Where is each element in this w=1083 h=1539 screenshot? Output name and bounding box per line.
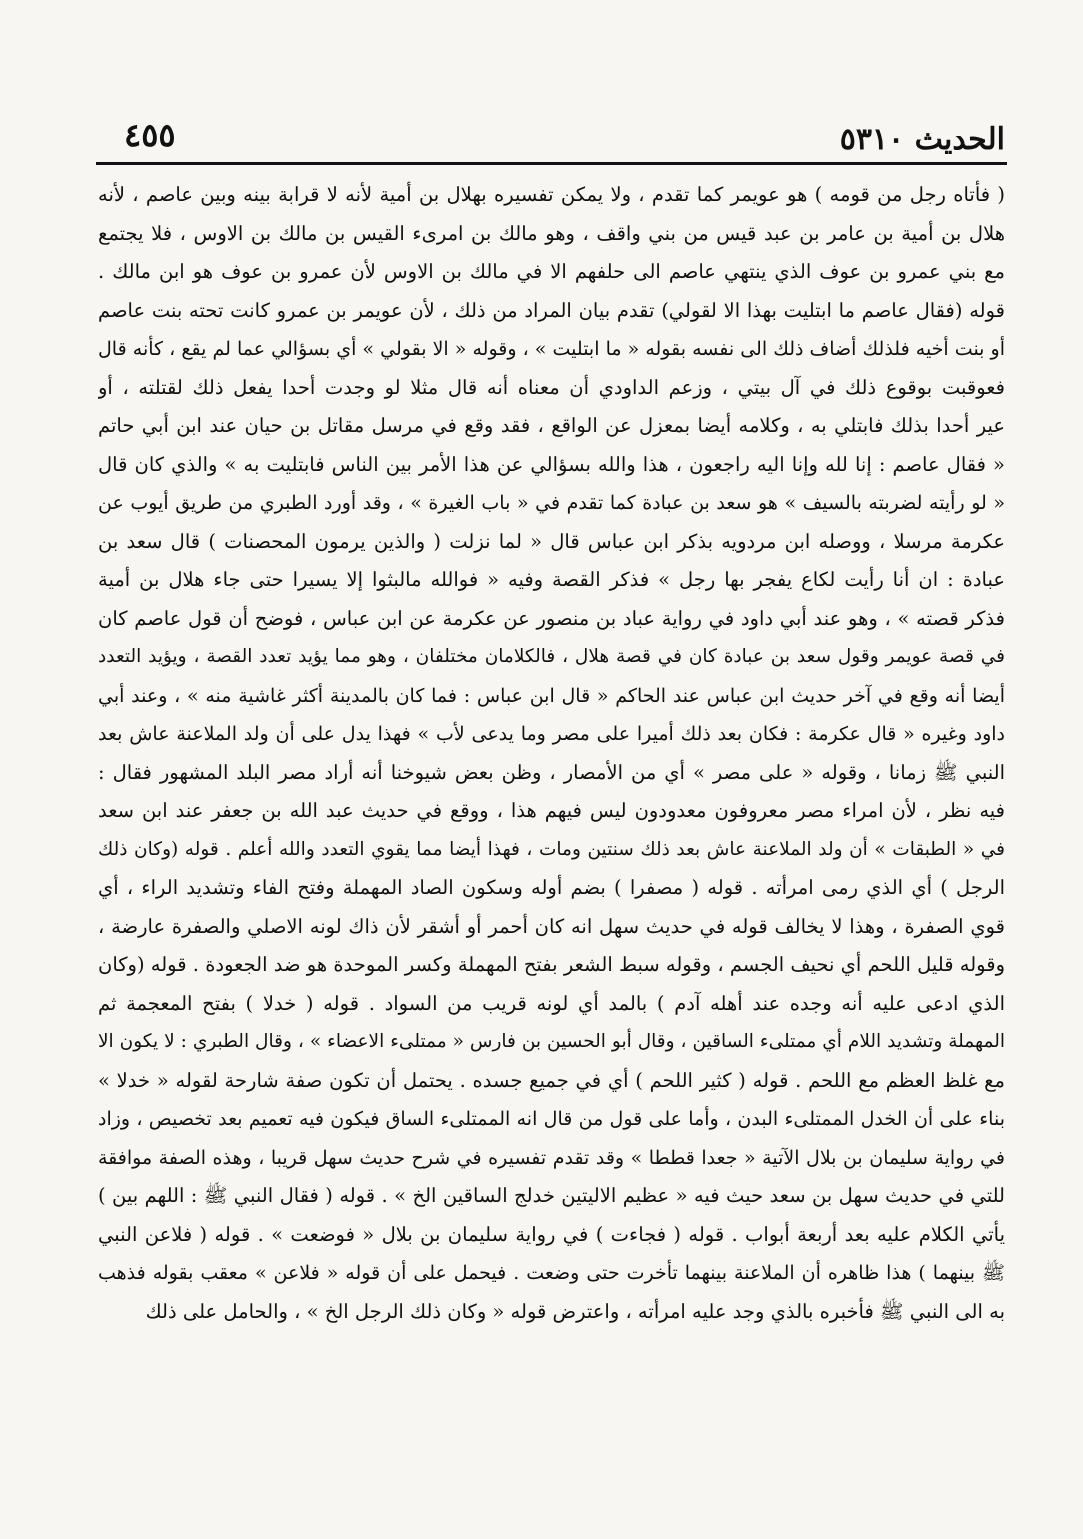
text-line: النبي ﷺ زمانا ، وقوله « على مصر » أي من الأمصار ، وظن بعض شيوخنا أنه أراد مصر البلد المشهور فقال : (98, 760, 1005, 784)
commentary-text (98, 176, 1005, 1331)
text-line: فعوقبت بوقوع ذلك في آل بيتي ، وزعم الداودي أن معناه أنه قال مثلا لو وجدت أحدا يفعل ذلك لقتلته ، أو (98, 375, 1005, 399)
page-number: ٤٥٥ (124, 116, 176, 154)
text-line: ﷺ بينهما ) هذا ظاهره أن الملاعنة بينهما تأخرت حتى وضعت . فيحمل على أن قوله « فلاعن » معقب بقوله فذهب (98, 1262, 1005, 1284)
running-head: الحديث ٥٣١٠ (839, 122, 1005, 157)
text-line: أيضا أنه وقع في آخر حديث ابن عباس عند الحاكم « قال ابن عباس : فما كان بالمدينة أكثر غاشية منه » ، وعند أبي (98, 684, 1005, 707)
text-line: عكرمة مرسلا ، ووصله ابن مردويه بذكر ابن عباس قال « لما نزلت ( والذين يرمون المحصنات ) قال سعد بن (98, 529, 1005, 553)
text-line: بناء على أن الخدل الممتلىء البدن ، وأما على قول من قال انه الممتلىء الساق فيكون فيه تعميم بعد تخصيص ، وزاد (98, 1108, 1005, 1130)
text-line: مع بني عمرو بن عوف الذي ينتهي عاصم الى حلفهم الا في مالك بن الاوس لأن عمرو بن عوف هو ابن مالك . (98, 260, 1005, 283)
text-line: به الى النبي ﷺ فأخبره بالذي وجد عليه امرأته ، واعترض قوله « وكان ذلك الرجل الخ » ، والحامل على ذلك (145, 1299, 1005, 1323)
text-line: فذكر قصته » ، وهو عند أبي داود في رواية عباد بن منصور عن عكرمة عن ابن عباس ، فوضح أن قول عاصم كان (98, 606, 1005, 630)
text-line: أو بنت أخيه فلذلك أضاف ذلك الى نفسه بقوله « ما ابتليت » ، وقوله « الا بقولي » أي بسؤالي عما لم يقع ، كأنه قال (98, 338, 1005, 360)
text-line: في « الطبقات » أن ولد الملاعنة عاش بعد ذلك سنتين ومات ، فهذا أيضا مما يقوي التعدد والله أعلم . قوله (وكان ذلك (98, 838, 1005, 860)
text-line: وقوله قليل اللحم أي نحيف الجسم ، وقوله سبط الشعر بفتح المهملة وكسر الموحدة هو ضد الجعودة . قوله (وكان (98, 953, 1005, 976)
text-line: في رواية سليمان بن بلال الآتية « جعدا قططا » وقد تقدم تفسيره في شرح حديث سهل قريبا ، وهذه الصفة موافقة (98, 1146, 1005, 1169)
text-line: قوله (فقال عاصم ما ابتليت بهذا الا لقولي) تقدم بيان المراد من ذلك ، لأن عويمر بن عمرو كانت تحته بنت عاصم (98, 298, 1005, 322)
text-line: المهملة وتشديد اللام أي ممتلىء الساقين ، وقال أبو الحسين بن فارس « ممتلىء الاعضاء » ، وقال الطبري : لا يكون الا (98, 1031, 1005, 1052)
text-line: هلال بن أمية بن عامر بن عبد قيس من بني واقف ، وهو مالك بن امرىء القيس بن مالك بن الاوس ، فلا يجتمع (98, 221, 1005, 245)
text-line: عير أحدا بذلك فابتلي به ، وكلامه أيضا بمعزل عن الواقع ، فقد وقع في مرسل مقاتل بن حيان عند ابن أبي حاتم (98, 414, 1005, 437)
text-line: قوي الصفرة ، وهذا لا يخالف قوله في حديث سهل انه كان أحمر أو أشقر لأن ذاك لونه الاصلي والصفرة عارضة ، (98, 914, 1005, 938)
text-line: في قصة عويمر وقول سعد بن عبادة كان في قصة هلال ، فالكلامان مختلفان ، وهو مما يؤيد تعدد القصة ، ويؤيد التعدد (98, 646, 1005, 667)
text-line: عبادة : ان أنا رأيت لكاع يفجر بها رجل » فذكر القصة وفيه « فوالله مالبثوا إلا يسيرا حتى جاء هلال بن أمية (98, 568, 1005, 591)
text-line: فيه نظر ، لأن امراء مصر معروفون معدودون ليس فيهم هذا ، ووقع في حديث عبد الله بن جعفر عند ابن سعد (98, 799, 1005, 822)
text-line: ( فأتاه رجل من قومه ) هو عويمر كما تقدم ، ولا يمكن تفسيره بهلال بن أمية لأنه لا قرابة بينه وبين عاصم ، لأنه (98, 183, 1005, 206)
text-line: الذي ادعى عليه أنه وجده عند أهله آدم ) بالمد أي لونه قريب من السواد . قوله ( خدلا ) بفتح المعجمة ثم (98, 991, 1005, 1015)
text-line: « لو رأيته لضربته بالسيف » هو سعد بن عبادة كما تقدم في « باب الغيرة » ، وقد أورد الطبري من طريق أيوب عن (98, 492, 1005, 514)
text-line: للتي في حديث سهل بن سعد حيث فيه « عظيم الاليتين خدلج الساقين الخ » . قوله ( فقال النبي ﷺ : اللهم بين ) (98, 1184, 1005, 1207)
page-header (96, 108, 1005, 166)
text-line: « فقال عاصم : إنا لله وإنا اليه راجعون ، هذا والله بسؤالي عن هذا الأمر بين الناس فابتليت به » والذي كان قال (98, 452, 1005, 476)
text-line: الرجل ) أي الذي رمى امرأته . قوله ( مصفرا ) بضم أوله وسكون الصاد المهملة وفتح الفاء وتشديد الراء ، أي (98, 876, 1005, 899)
text-line: داود وغيره « قال عكرمة : فكان بعد ذلك أميرا على مصر وما يدعى لأب » فهذا يدل على أن ولد الملاعنة عاش بعد (98, 723, 1005, 745)
header-rule (96, 162, 1007, 165)
text-line: يأتي الكلام عليه بعد أربعة أبواب . قوله ( فجاءت ) في رواية سليمان بن بلال « فوضعت » . قوله ( فلاعن النبي (98, 1222, 1005, 1246)
text-line: مع غلظ العظم مع اللحم . قوله ( كثير اللحم ) أي في جميع جسده . يحتمل أن تكون صفة شارحة لقوله « خدلا » (98, 1068, 1005, 1092)
